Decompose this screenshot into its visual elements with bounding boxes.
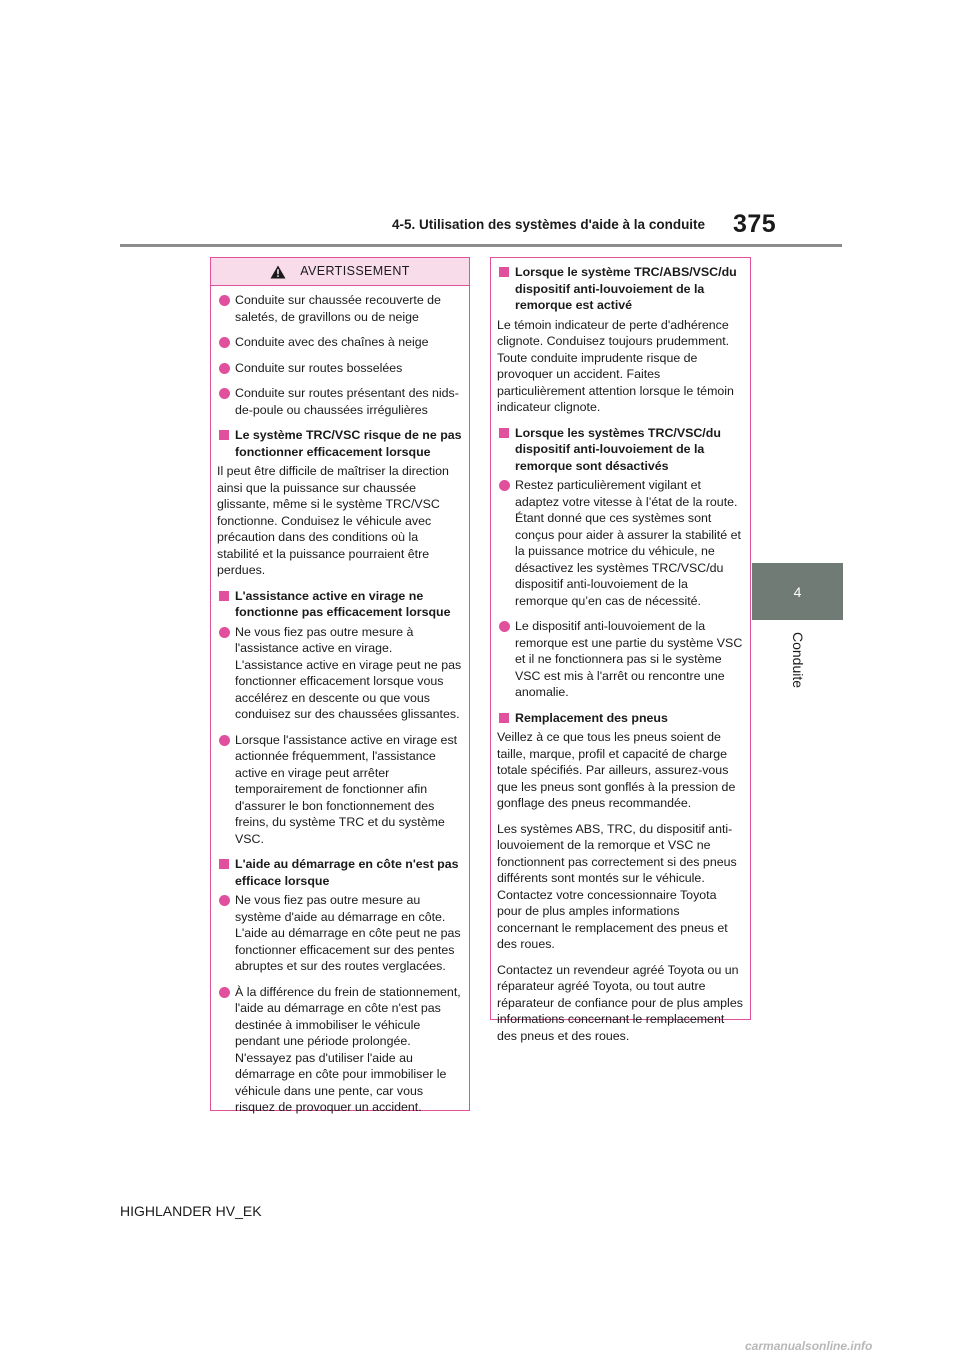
paragraph: Contactez un revendeur agréé Toyota ou un réparateur agréé Toyota, ou tout autre réparateur de confiance pour de plus amples informations concernant le remplacement des pneus et des roues. bbox=[497, 962, 743, 1043]
bullet-item: Lorsque l'assistance active en virage est actionnée fréquemment, l'assistance active en virage peut arrêter temporairement de fonctionner afin d'assurer le bon fonctionnement des freins, du système TRC et du système VSC. bbox=[217, 732, 463, 848]
warning-content bbox=[211, 286, 469, 1116]
warning-box bbox=[210, 257, 470, 1114]
bullet-item: À la différence du frein de stationnement, l'aide au démarrage en côte n'est pas destinée à immobiliser le véhicule pendant une période prolongée. N'essayez pas d'utiliser l'aide au démarrage en côte pour immobiliser le véhicule dans une pente, car vous risquez de provoquer un accident. bbox=[217, 984, 463, 1116]
watermark: carmanualsonline.info bbox=[745, 1339, 873, 1353]
paragraph: Il peut être difficile de maîtriser la direction ainsi que la puissance sur chaussée glissante, même si le système TRC/VSC fonctionne. Conduisez le véhicule avec précaution dans des conditions où la stabilité et la puissance pourraient être perdues. bbox=[217, 464, 449, 577]
section-title: 4-5. Utilisation des systèmes d'aide à la conduite bbox=[392, 217, 706, 232]
paragraph: Veillez à ce que tous les pneus soient de taille, marque, profil et capacité de charge totale spécifiés. Par ailleurs, assurez-vous que les pneus sont gonflés à la pression de gonflage des pneus recommandée. bbox=[497, 730, 736, 810]
bullet-item: Conduite sur routes bosselées bbox=[217, 360, 463, 377]
warning-title: AVERTISSEMENT bbox=[300, 264, 410, 279]
chapter-tab[interactable] bbox=[752, 563, 843, 620]
bullet-item: Conduite avec des chaînes à neige bbox=[217, 334, 463, 351]
warning-header bbox=[211, 258, 469, 286]
bullet-item: Ne vous fiez pas outre mesure à l'assistance active en virage. L'assistance active en virage peut ne pas fonctionner efficacement lorsque vous accélérez en descente ou que vous conduisez sur des chaussées glissantes. bbox=[217, 624, 463, 723]
paragraph: Le témoin indicateur de perte d'adhérence clignote. Conduisez toujours prudemment. Toute conduite imprudente risque de provoquer un accident. Faites particulièrement attention lorsque le témoin indicateur clignote. bbox=[497, 317, 734, 414]
bullet-item: Le dispositif anti-louvoiement de la remorque est une partie du système VSC et il ne fonctionnera pas si le système VSC est mis à l'arrêt ou rencontre une anomalie. bbox=[497, 618, 744, 701]
section-heading: Le système TRC/VSC risque de ne pas fonctionner efficacement lorsque bbox=[217, 427, 463, 460]
page-number: 375 bbox=[733, 210, 777, 238]
section-heading: Remplacement des pneus bbox=[497, 710, 744, 727]
warning-triangle-icon bbox=[270, 265, 286, 279]
section-heading: L'aide au démarrage en côte n'est pas efficace lorsque bbox=[217, 856, 463, 889]
section-heading: Lorsque les systèmes TRC/VSC/du dispositif anti-louvoiement de la remorque sont désactivés bbox=[497, 425, 744, 475]
chapter-label: Conduite bbox=[790, 632, 806, 689]
header-divider bbox=[120, 244, 842, 247]
chapter-number: 4 bbox=[793, 583, 802, 600]
info-box bbox=[490, 257, 751, 1043]
info-content bbox=[491, 258, 750, 1044]
bullet-item: Conduite sur routes présentant des nids-de-poule ou chaussées irrégulières bbox=[217, 385, 463, 418]
section-heading: L'assistance active en virage ne fonctionne pas efficacement lorsque bbox=[217, 588, 463, 621]
bullet-item: Restez particulièrement vigilant et adaptez votre vitesse à l’état de la route. Étant donné que ces systèmes sont conçus pour aider à assurer la stabilité et la puissance motrice du véhicule, ne désactivez les systèmes TRC/VSC/du dispositif anti-louvoiement de la remorque qu’en cas de nécessité. bbox=[497, 477, 744, 609]
section-heading: Lorsque le système TRC/ABS/VSC/du dispositif anti-louvoiement de la remorque est activé bbox=[497, 264, 744, 314]
bullet-item: Conduite sur chaussée recouverte de saletés, de gravillons ou de neige bbox=[217, 292, 463, 325]
footer-model: HIGHLANDER HV_EK bbox=[120, 1203, 262, 1219]
bullet-item: Ne vous fiez pas outre mesure au système d'aide au démarrage en côte. L'aide au démarrage en côte peut ne pas fonctionner efficacement sur des pentes abruptes et sur des routes verglacées. bbox=[217, 892, 463, 975]
paragraph: Les systèmes ABS, TRC, du dispositif anti-louvoiement de la remorque et VSC ne fonctionnent pas correctement si des pneus différents sont montés sur le véhicule. Contactez votre concessionnaire Toyota pour de plus amples informations concernant le remplacement des pneus et des roues. bbox=[497, 821, 737, 951]
